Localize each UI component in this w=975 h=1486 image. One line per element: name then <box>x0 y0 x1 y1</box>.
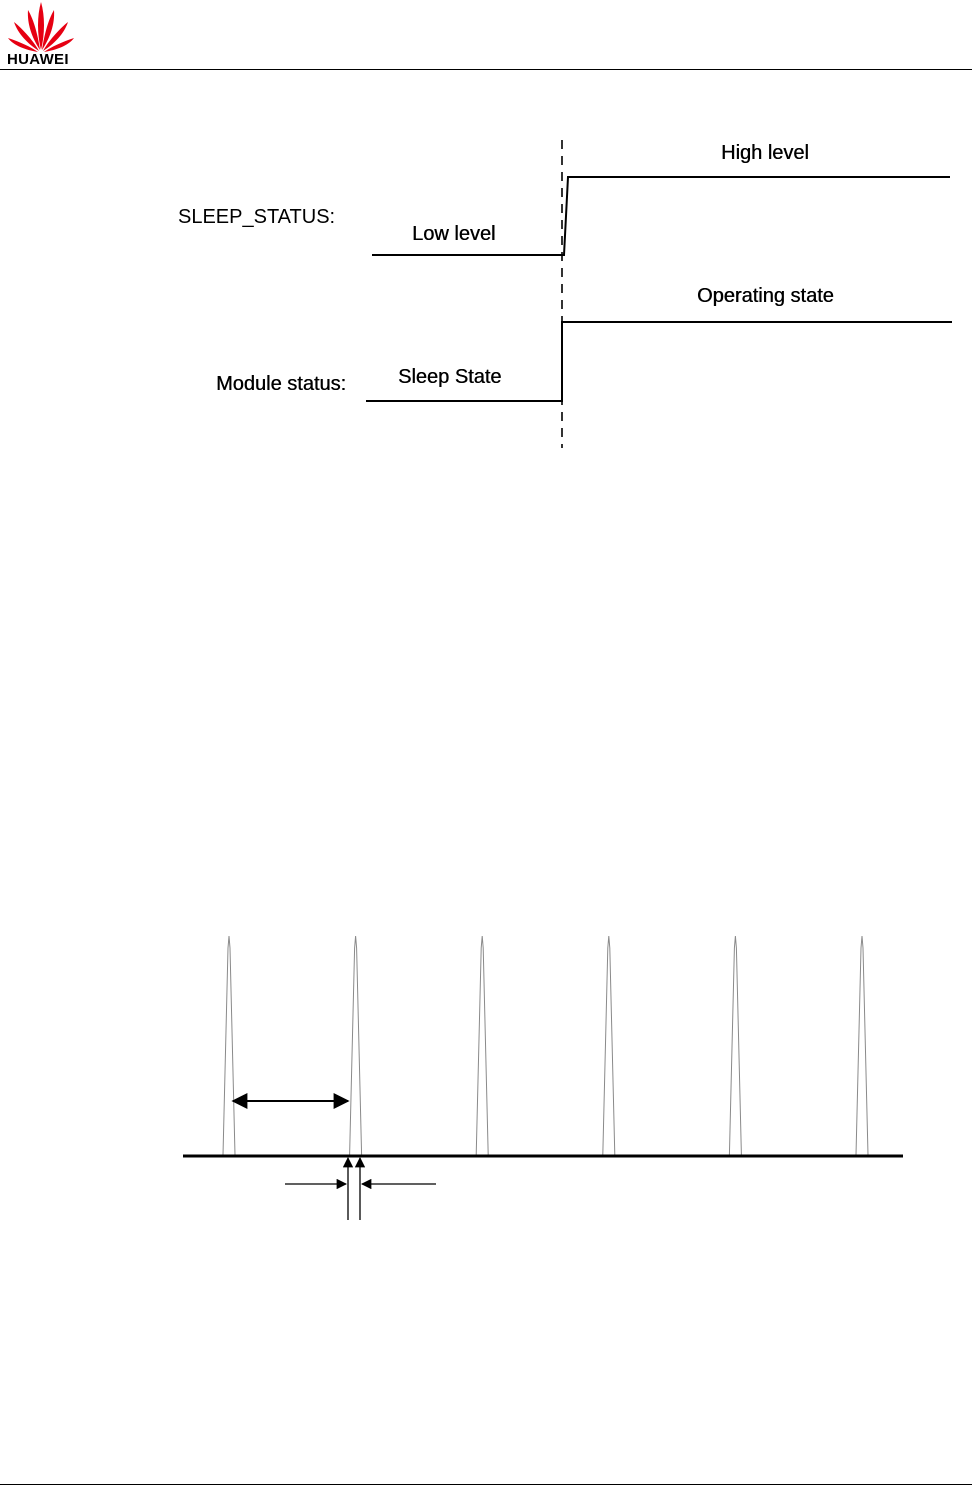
high-level-label: High level <box>721 142 809 164</box>
pulse-spike <box>729 936 741 1155</box>
pulse-spike <box>223 936 235 1155</box>
header-rule <box>0 69 972 70</box>
huawei-logo <box>4 0 80 68</box>
module-status-waveform <box>366 322 952 401</box>
huawei-petals-icon <box>4 0 80 52</box>
footer-rule <box>0 1484 972 1485</box>
pulse-spike <box>856 936 868 1155</box>
pulse-spike <box>476 936 488 1155</box>
sleep-status-label: SLEEP_STATUS: <box>178 206 336 228</box>
operating-state-label: Operating state <box>697 285 834 307</box>
low-level-label: Low level <box>412 223 496 245</box>
pulse-spike <box>350 936 362 1155</box>
huawei-wordmark: HUAWEI <box>7 51 69 68</box>
module-status-label: Module status: <box>216 373 347 395</box>
pulse-spike <box>603 936 615 1155</box>
sleep-state-label: Sleep State <box>398 366 502 388</box>
